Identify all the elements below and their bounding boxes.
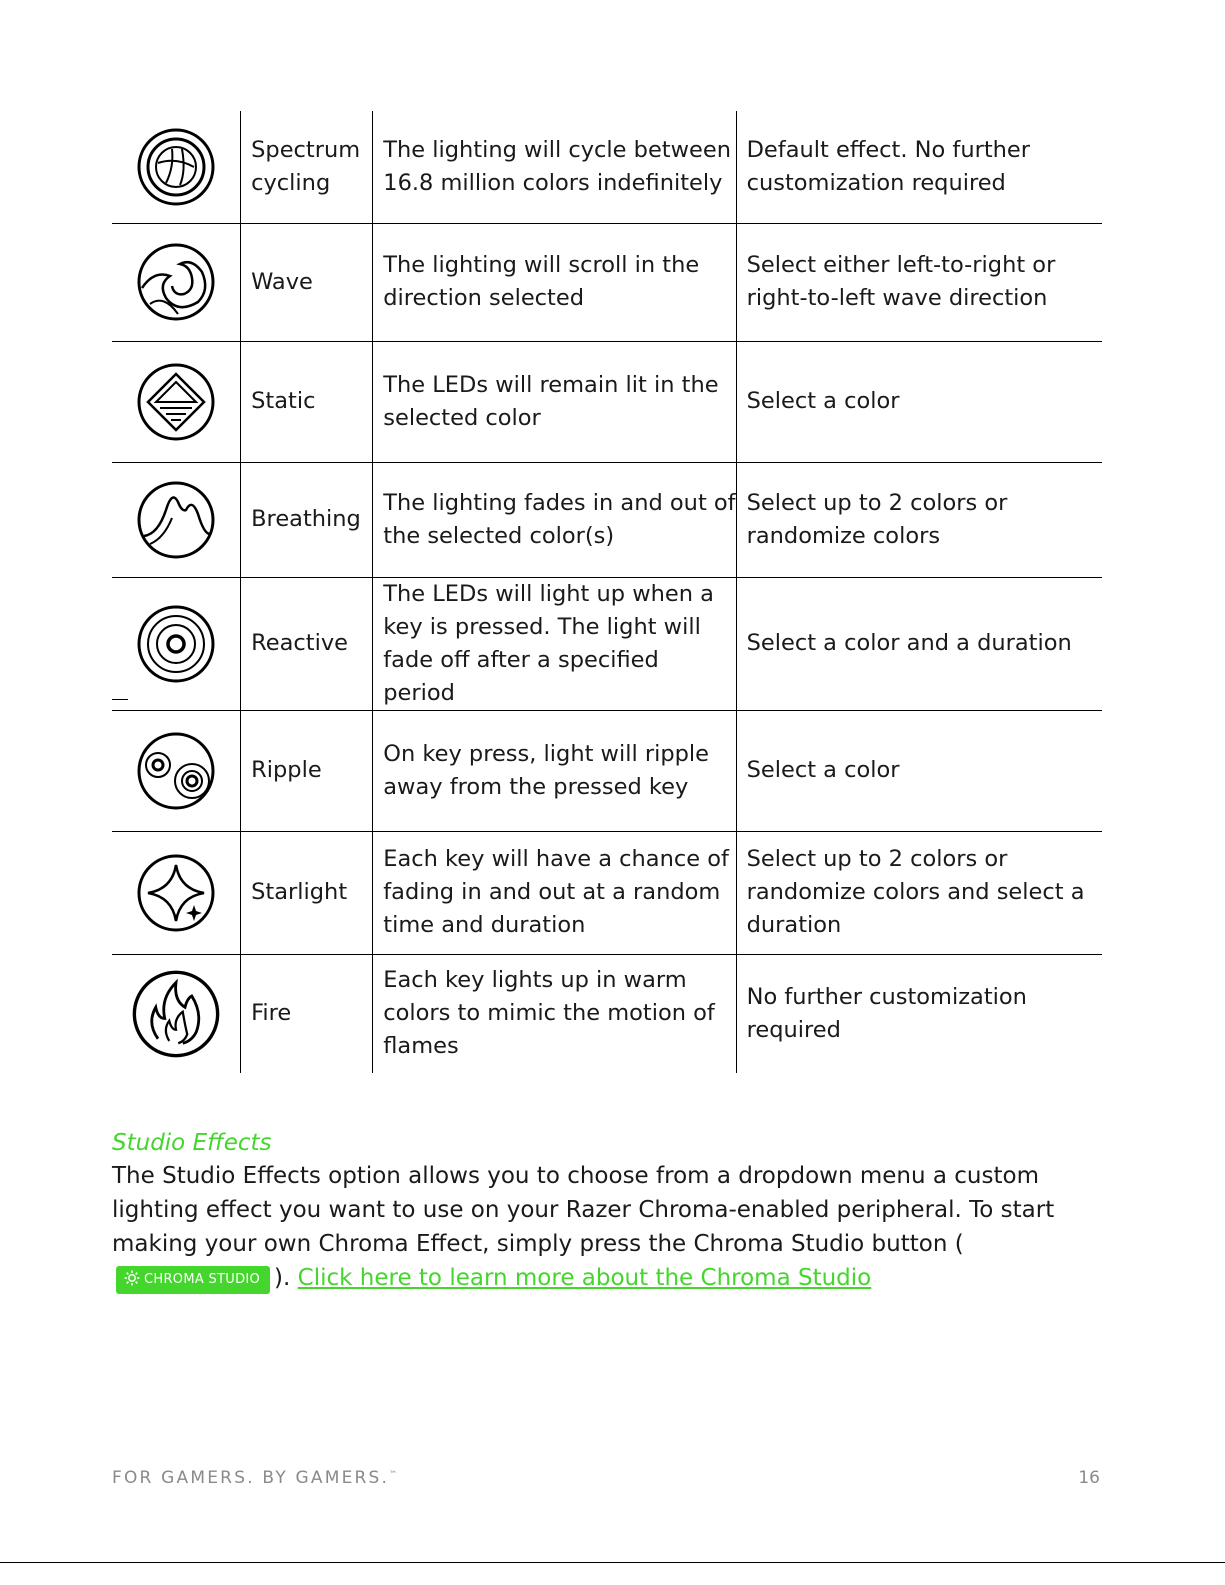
page-number: 16 — [1078, 1468, 1100, 1488]
breathing-icon — [136, 480, 216, 560]
effect-description: Each key lights up in warm colors to mimic the motion of flames — [373, 954, 736, 1073]
static-icon — [136, 362, 216, 442]
effect-name: Spectrum cycling — [241, 111, 373, 223]
effect-description: The lighting fades in and out of the selected color(s) — [373, 462, 736, 577]
effect-description: Each key will have a chance of fading in and out at a random time and duration — [373, 831, 736, 954]
table-row — [112, 223, 1102, 341]
icon-cell — [112, 223, 241, 341]
effect-description: On key press, light will ripple away from the pressed key — [373, 710, 736, 831]
table-row — [112, 831, 1102, 954]
icon-cell — [112, 954, 241, 1073]
effect-customization: Select up to 2 colors or randomize colors — [736, 462, 1102, 577]
effect-customization: Default effect. No further customization required — [736, 111, 1102, 223]
section-body — [112, 1159, 1112, 1295]
icon-cell — [112, 710, 241, 831]
icon-cell — [112, 462, 241, 577]
effects-table — [112, 111, 1102, 1073]
effect-customization: No further customization required — [736, 954, 1102, 1073]
effect-name: Static — [241, 341, 373, 462]
effect-name: Ripple — [241, 710, 373, 831]
spectrum-cycling-icon — [136, 127, 216, 207]
table-row — [112, 341, 1102, 462]
icon-cell — [112, 111, 241, 223]
tagline-text: FOR GAMERS. BY GAMERS. — [112, 1468, 390, 1488]
icon-cell — [112, 577, 241, 710]
chroma-studio-button-label: CHROMA STUDIO — [144, 1272, 261, 1287]
ripple-icon — [136, 731, 216, 811]
effect-name: Wave — [241, 223, 373, 341]
table-row — [112, 954, 1102, 1073]
chroma-studio-button[interactable] — [116, 1266, 270, 1294]
icon-cell — [112, 341, 241, 462]
body-text: The Studio Effects option allows you to choose from a dropdown menu a custom lighting effect you want to use on your Razer Chroma-enabled peripheral. To start making your own Chroma Effect, simply press the Chroma Studio button ( — [112, 1163, 1055, 1257]
table-row — [112, 577, 1102, 710]
effect-customization: Select either left-to-right or right-to-left wave direction — [736, 223, 1102, 341]
effect-customization: Select a color — [736, 710, 1102, 831]
sun-icon — [124, 1270, 140, 1286]
starlight-icon — [136, 853, 216, 933]
effect-customization: Select a color and a duration — [736, 577, 1102, 710]
effect-description: The lighting will scroll in the direction selected — [373, 223, 736, 341]
learn-more-link[interactable]: Click here to learn more about the Chroma Studio — [297, 1265, 872, 1291]
table-row — [112, 111, 1102, 223]
bottom-divider — [0, 1562, 1225, 1563]
effect-name: Starlight — [241, 831, 373, 954]
table-row — [112, 462, 1102, 577]
effect-name: Breathing — [241, 462, 373, 577]
effect-description: The LEDs will remain lit in the selected color — [373, 341, 736, 462]
body-text-after: ). — [274, 1265, 291, 1291]
reactive-icon — [136, 604, 216, 684]
fire-icon — [131, 969, 221, 1059]
trademark-symbol: ™ — [389, 1469, 398, 1479]
wave-icon — [136, 242, 216, 322]
effect-description: The LEDs will light up when a key is pressed. The light will fade off after a specified period — [373, 577, 736, 710]
effect-customization: Select a color — [736, 341, 1102, 462]
effect-description: The lighting will cycle between 16.8 million colors indefinitely — [373, 111, 736, 223]
table-row — [112, 710, 1102, 831]
effect-name: Reactive — [241, 577, 373, 710]
table-rule-fragment — [112, 699, 128, 700]
icon-cell — [112, 831, 241, 954]
section-title: Studio Effects — [112, 1130, 272, 1156]
effects-table-container — [112, 111, 1102, 1073]
effect-name: Fire — [241, 954, 373, 1073]
effect-customization: Select up to 2 colors or randomize colors and select a duration — [736, 831, 1102, 954]
footer-tagline — [112, 1468, 397, 1488]
studio-effects-section — [112, 1127, 1112, 1295]
